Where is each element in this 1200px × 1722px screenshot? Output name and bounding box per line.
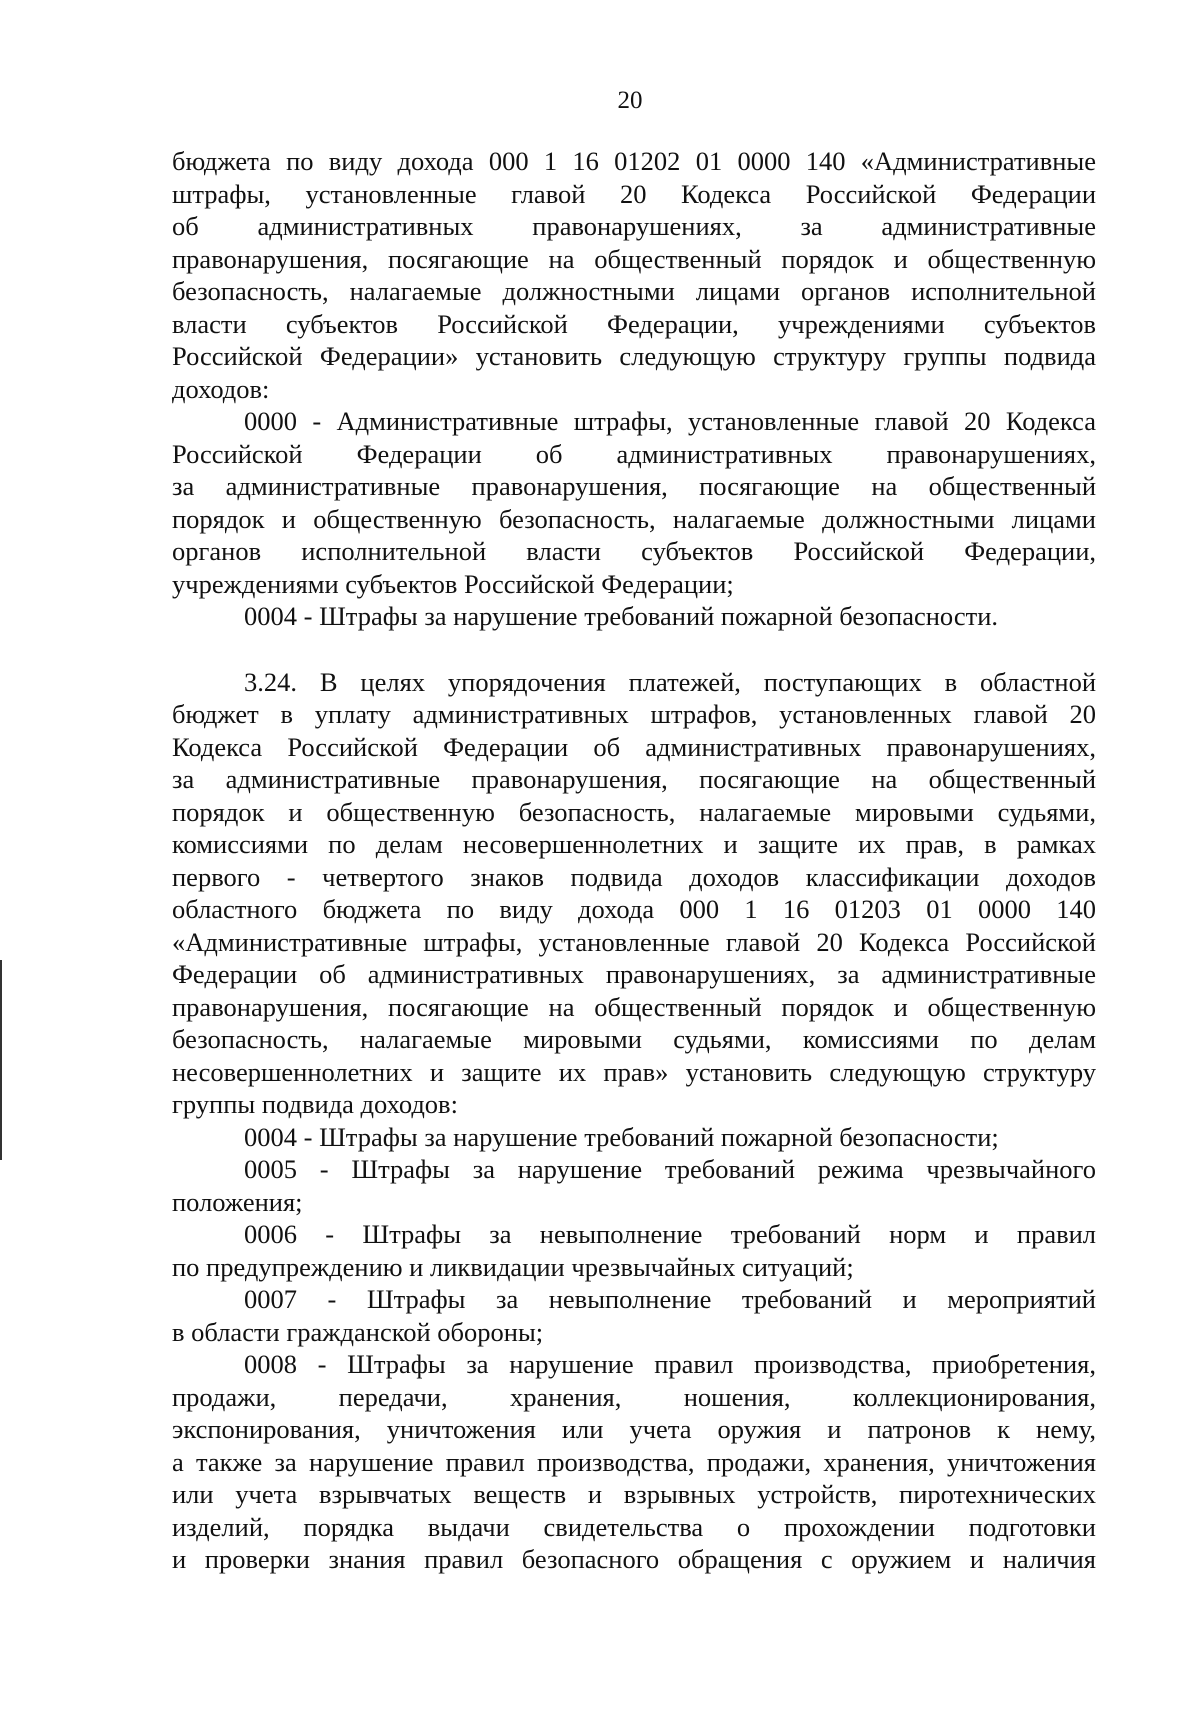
text-line: положения; bbox=[172, 1186, 303, 1217]
list-item-code-0004 bbox=[172, 600, 1096, 633]
text-line: экспонирования, уничтожения или учета оружия и патронов к нему, bbox=[172, 1414, 1096, 1444]
text-line: бюджет в уплату административных штрафов, установленных главой 20 bbox=[172, 699, 1096, 729]
list-item-code-0008 bbox=[172, 1348, 1096, 1576]
list-item-code-0007 bbox=[172, 1283, 1096, 1348]
text-line: 3.24. В целях упорядочения платежей, поступающих в областной bbox=[244, 666, 1096, 697]
text-line: 0007 - Штрафы за невыполнение требований и мероприятий bbox=[244, 1284, 1096, 1314]
text-line: бюджета по виду дохода 000 1 16 01202 01 0000 140 «Административные bbox=[172, 146, 1096, 176]
text-line: или учета взрывчатых веществ и взрывных устройств, пиротехнических bbox=[172, 1479, 1096, 1509]
text-line: комиссиями по делам несовершеннолетних и защите их прав, в рамках bbox=[172, 829, 1096, 859]
text-line: правонарушения, посягающие на общественный порядок и общественную bbox=[172, 991, 1096, 1022]
text-line: за административные правонарушения, посягающие на общественный bbox=[172, 471, 1096, 501]
text-line: за административные правонарушения, посягающие на общественный bbox=[172, 764, 1096, 794]
text-line: первого - четвертого знаков подвида доходов классификации доходов bbox=[172, 861, 1096, 892]
scan-edge-mark bbox=[0, 960, 2, 1160]
text-line: Федерации об административных правонарушениях, за административные bbox=[172, 959, 1096, 989]
text-line: штрафы, установленные главой 20 Кодекса Российской Федерации bbox=[172, 178, 1096, 209]
text-line: областного бюджета по виду дохода 000 1 16 01203 01 0000 140 bbox=[172, 894, 1096, 924]
text-line: Российской Федерации об административных правонарушениях, bbox=[172, 438, 1096, 469]
text-line: несовершеннолетних и защите их прав» установить следующую структуру bbox=[172, 1056, 1096, 1087]
text-line: власти субъектов Российской Федерации, учреждениями субъектов bbox=[172, 308, 1096, 339]
text-line: безопасность, налагаемые мировыми судьями, комиссиями по делам bbox=[172, 1024, 1096, 1054]
list-item-code-0004-fire-safety bbox=[172, 1121, 1096, 1154]
text-line: группы подвида доходов: bbox=[172, 1089, 458, 1119]
text-line: учреждениями субъектов Российской Федерации; bbox=[172, 568, 734, 599]
text-line: и проверки знания правил безопасного обращения с оружием и наличия bbox=[172, 1544, 1096, 1574]
text-line: об административных правонарушениях, за административные bbox=[172, 211, 1096, 241]
text-line: 0004 - Штрафы за нарушение требований пожарной безопасности; bbox=[244, 1121, 999, 1152]
text-line: Кодекса Российской Федерации об административных правонарушениях, bbox=[172, 731, 1096, 762]
text-line: доходов: bbox=[172, 373, 270, 404]
page-number: 20 bbox=[617, 87, 643, 114]
text-line: 0006 - Штрафы за невыполнение требований норм и правил bbox=[244, 1219, 1096, 1249]
text-line: порядок и общественную безопасность, налагаемые должностными лицами bbox=[172, 503, 1096, 534]
text-line: порядок и общественную безопасность, налагаемые мировыми судьями, bbox=[172, 796, 1096, 827]
list-item-code-0006 bbox=[172, 1218, 1096, 1283]
text-line: в области гражданской обороны; bbox=[172, 1316, 544, 1347]
paragraph-budget-revenue-structure bbox=[172, 145, 1096, 405]
list-item-code-0005 bbox=[172, 1153, 1096, 1218]
paragraph-section-3-24 bbox=[172, 666, 1096, 1121]
text-line: 0005 - Штрафы за нарушение требований режима чрезвычайного bbox=[244, 1154, 1096, 1184]
text-line: а также за нарушение правил производства, продажи, хранения, уничтожения bbox=[172, 1446, 1096, 1477]
text-line: 0000 - Административные штрафы, установленные главой 20 Кодекса bbox=[244, 406, 1096, 436]
text-line: органов исполнительной власти субъектов Российской Федерации, bbox=[172, 536, 1096, 566]
text-line: правонарушения, посягающие на общественный порядок и общественную bbox=[172, 243, 1096, 274]
paragraph-gap bbox=[172, 633, 1096, 666]
text-line: Российской Федерации» установить следующую структуру группы подвида bbox=[172, 341, 1096, 371]
text-line: продажи, передачи, хранения, ношения, коллекционирования, bbox=[172, 1381, 1096, 1412]
text-line: по предупреждению и ликвидации чрезвычайных ситуаций; bbox=[172, 1251, 854, 1282]
text-line: «Административные штрафы, установленные главой 20 Кодекса Российской bbox=[172, 926, 1096, 957]
text-line: изделий, порядка выдачи свидетельства о прохождении подготовки bbox=[172, 1511, 1096, 1542]
text-line: 0008 - Штрафы за нарушение правил производства, приобретения, bbox=[244, 1349, 1096, 1379]
text-line: безопасность, налагаемые должностными лицами органов исполнительной bbox=[172, 276, 1096, 306]
text-line: 0004 - Штрафы за нарушение требований пожарной безопасности. bbox=[244, 601, 998, 631]
list-item-code-0000 bbox=[172, 405, 1096, 600]
document-body bbox=[172, 145, 1096, 1576]
